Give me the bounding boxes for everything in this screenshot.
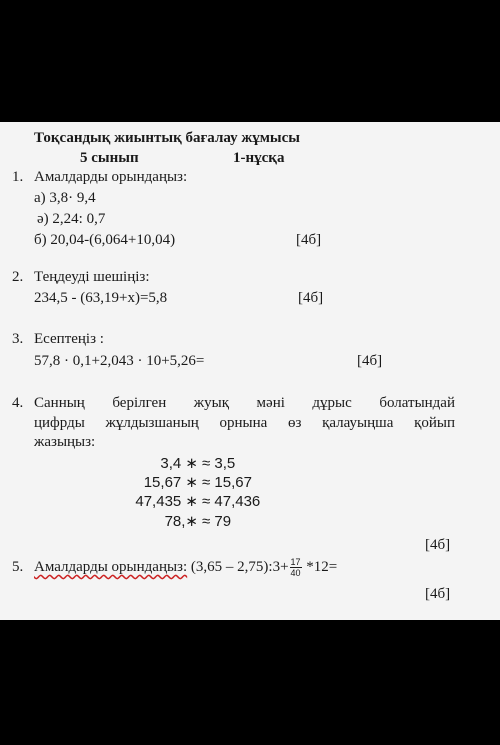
approx-row-right: ≈ 79 (202, 513, 232, 530)
approx-row-left: 78,∗ (164, 513, 198, 530)
task-2-expression: 234,5 - (63,19+х)=5,8 (34, 290, 168, 306)
task-3-prompt: Есептеңіз : (34, 331, 104, 347)
task-4-number: 4. (12, 395, 24, 411)
task-1-number: 1. (12, 169, 24, 185)
task-5-line (34, 555, 337, 579)
task-1-item-a: а) 3,8· 9,4 (34, 190, 96, 206)
worksheet-title: Тоқсандық жиынтық бағалау жұмысы (34, 130, 301, 146)
task-5-expression-end: *12= (302, 559, 338, 575)
approx-row (110, 513, 290, 531)
task-3-expression: 57,8 · 0,1+2,043 · 10+5,26= (34, 353, 205, 369)
task-5-fraction (290, 557, 302, 578)
approx-row (110, 474, 290, 492)
approx-row-left: 3,4 ∗ (160, 455, 198, 472)
task-2-number: 2. (12, 269, 24, 285)
task-1-item-ae: ә) 2,24: 0,7 (37, 211, 106, 227)
fraction-denominator: 40 (290, 568, 301, 579)
task-2-prompt: Теңдеуді шешіңіз: (34, 269, 150, 285)
task-4-prompt-line-1: Санның берілген жуық мәні дұрыс болатындай (34, 395, 455, 411)
task-4-prompt-line-3: жазыңыз: (34, 434, 96, 450)
fraction-numerator: 17 (290, 557, 301, 568)
task-4-points: [4б] (425, 537, 451, 553)
task-5-prompt: Амалдарды орындаңыз: (34, 559, 188, 575)
task-1-prompt: Амалдарды орындаңыз: (34, 169, 188, 185)
approx-row-left: 15,67 ∗ (143, 474, 198, 491)
task-5-number: 5. (12, 559, 24, 575)
worksheet-page (0, 122, 500, 620)
task-2-points: [4б] (298, 290, 324, 306)
grade-label: 5 сынып (80, 150, 139, 166)
task-5-points: [4б] (425, 586, 451, 602)
task-4-prompt-line-2: цифрды жұлдызшаның орнына өз қалауыңша қойып (34, 415, 455, 431)
approx-row (110, 455, 290, 473)
approx-row-right: ≈ 3,5 (202, 455, 236, 472)
task-3-number: 3. (12, 331, 24, 347)
approx-row-left: 47,435 ∗ (135, 493, 198, 510)
approx-row-right: ≈ 15,67 (202, 474, 252, 491)
task-5-expression-start: (3,65 – 2,75):3+ (187, 559, 289, 575)
approx-row-right: ≈ 47,436 (202, 493, 261, 510)
task-1-item-b: б) 20,04-(6,064+10,04) (34, 232, 176, 248)
approx-row (110, 493, 290, 511)
task-1-points: [4б] (296, 232, 322, 248)
variant-label: 1-нұсқа (233, 150, 285, 166)
task-3-points: [4б] (357, 353, 383, 369)
